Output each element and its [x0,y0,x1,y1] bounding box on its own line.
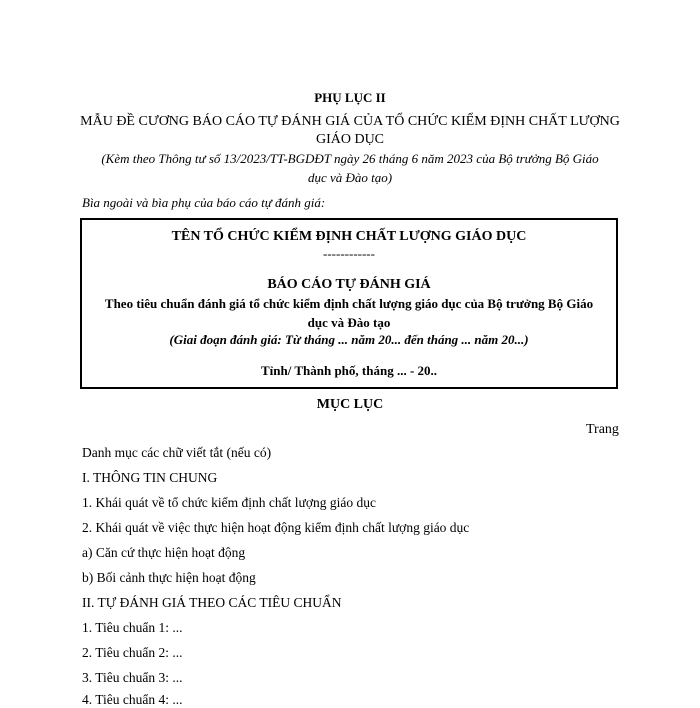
appendix-note-line1: (Kèm theo Thông tư số 13/2023/TT-BGDĐT ngày 26 tháng 6 năm 2023 của Bộ trưởng Bộ Giáo [101,151,599,166]
appendix-note-line2: dục và Đào tạo) [307,170,393,185]
cover-subtitle-line2: dục và Đào tạo [307,315,391,330]
appendix-title-line1: MẪU ĐỀ CƯƠNG BÁO CÁO TỰ ĐÁNH GIÁ CỦA TỔ CHỨC KIỂM ĐỊNH CHẤT LƯỢNG [80,114,620,129]
cover-subtitle-line1: Theo tiêu chuẩn đánh giá tổ chức kiểm định chất lượng giáo dục của Bộ trưởng Bộ Giáo [104,296,594,311]
appendix-title-line2: GIÁO DỤC [315,132,385,147]
toc-item-1-1: 1. Khái quát về tổ chức kiểm định chất lượng giáo dục [82,495,376,510]
toc-item-standard-4: 4. Tiêu chuẩn 4: ... [82,692,183,707]
cover-period: (Giai đoạn đánh giá: Từ tháng ... năm 20... đến tháng ... năm 20...) [169,332,529,347]
toc-item-standard-2: 2. Tiêu chuẩn 2: ... [82,645,183,660]
cover-org-name: TÊN TỔ CHỨC KIỂM ĐỊNH CHẤT LƯỢNG GIÁO DỤC [171,229,527,244]
toc-item-standard-1: 1. Tiêu chuẩn 1: ... [82,620,183,635]
toc-item-1-2-a: a) Căn cứ thực hiện hoạt động [82,545,246,560]
cover-place-date: Tỉnh/ Thành phố, tháng ... - 20.. [260,363,438,378]
cover-intro: Bìa ngoài và bìa phụ của báo cáo tự đánh giá: [82,195,326,210]
toc-item-section-1: I. THÔNG TIN CHUNG [82,470,218,485]
toc-item-abbreviations: Danh mục các chữ viết tắt (nếu có) [82,445,272,460]
toc-page-label: Trang [586,422,619,437]
cover-box [80,218,618,389]
toc-item-standard-3: 3. Tiêu chuẩn 3: ... [82,670,183,685]
toc-item-section-2: II. TỰ ĐÁNH GIÁ THEO CÁC TIÊU CHUẨN [82,595,342,610]
cover-report-title: BÁO CÁO TỰ ĐÁNH GIÁ [267,277,431,292]
appendix-label: PHỤ LỤC II [314,90,386,105]
toc-item-1-2: 2. Khái quát về việc thực hiện hoạt động kiểm định chất lượng giáo dục [82,520,470,535]
toc-item-1-2-b: b) Bối cảnh thực hiện hoạt động [82,570,256,585]
cover-separator: ------------ [323,246,375,261]
toc-heading: MỤC LỤC [316,397,384,412]
